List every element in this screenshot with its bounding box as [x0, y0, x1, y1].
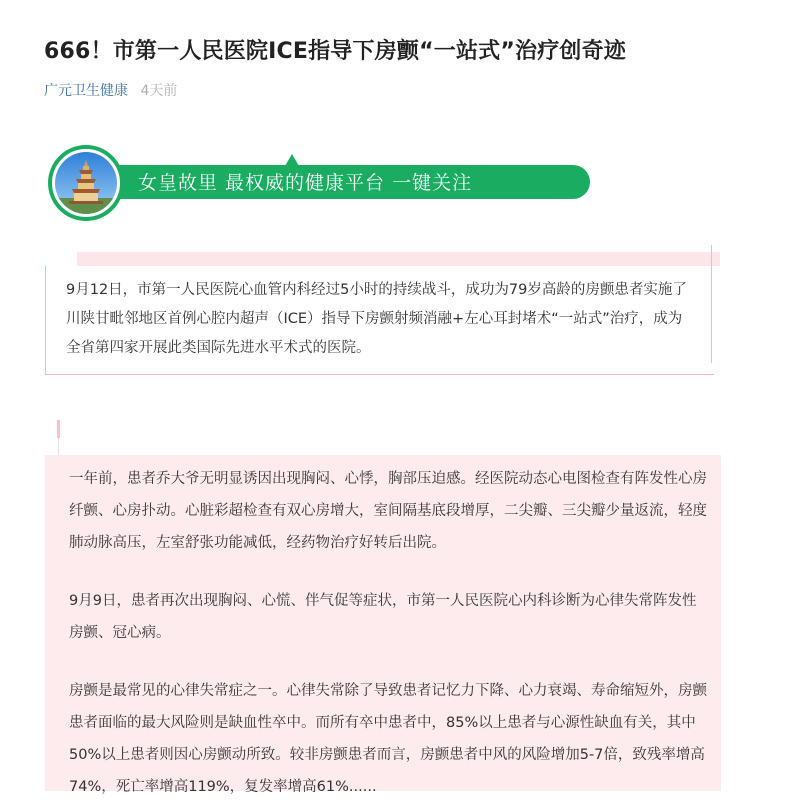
intro-box: [45, 266, 714, 375]
tower-logo-icon: [52, 149, 120, 217]
content-paragraph-3: 房颤是最常见的心律失常症之一。心律失常除了导致患者记忆力下降、心力衰竭、寿命缩短外，房颤患者面临的最大风险则是缺血性卒中。而所有卒中患者中，85%以上患者与心源性缺血有关，其中50%以上患者则因心房颤动所致。较非房颤患者而言，房颤患者中风的风险增加5-7倍，致残率增高74%，死亡率增高119%，复发率增高61%......: [69, 683, 707, 795]
banner-notch: [285, 154, 299, 166]
content-box: [45, 455, 721, 795]
article-title: 666！市第一人民医院ICE指导下房颤“一站式”治疗创奇迹: [44, 39, 627, 64]
intro-top-bar: [77, 252, 720, 266]
intro-paragraph: 9月12日，市第一人民医院心血管内科经过5小时的持续战斗，成功为79岁高龄的房颤患者实施了川陕甘毗邻地区首例心腔内超声（ICE）指导下房颤射频消融+左心耳封堵术“一站式”治疗，成为全省第四家开展此类国际先进水平术式的医院。: [66, 282, 687, 356]
content-left-thin-line: [58, 438, 59, 455]
author-link[interactable]: 广元卫生健康: [44, 83, 128, 99]
content-left-line: [57, 420, 60, 438]
publish-time: 4天前: [140, 83, 178, 99]
follow-banner[interactable]: [48, 145, 548, 221]
content-paragraph-1: 一年前，患者乔大爷无明显诱因出现胸闷、心悸，胸部压迫感。经医院动态心电图检查有阵发性心房纤颤、心房扑动。心脏彩超检查有双心房增大，室间隔基底段增厚，二尖瓣、三尖瓣少量返流，轻度肺动脉高压，左室舒张功能减低，经药物治疗好转后出院。: [69, 471, 707, 551]
content-paragraph-2: 9月9日，患者再次出现胸闷、心慌、伴气促等症状，市第一人民医院心内科诊断为心律失常阵发性房颤、冠心病。: [69, 593, 697, 641]
banner-logo: [48, 145, 124, 221]
banner-text: 女皇故里 最权威的健康平台 一键关注: [138, 172, 473, 194]
article-meta: [44, 80, 177, 100]
